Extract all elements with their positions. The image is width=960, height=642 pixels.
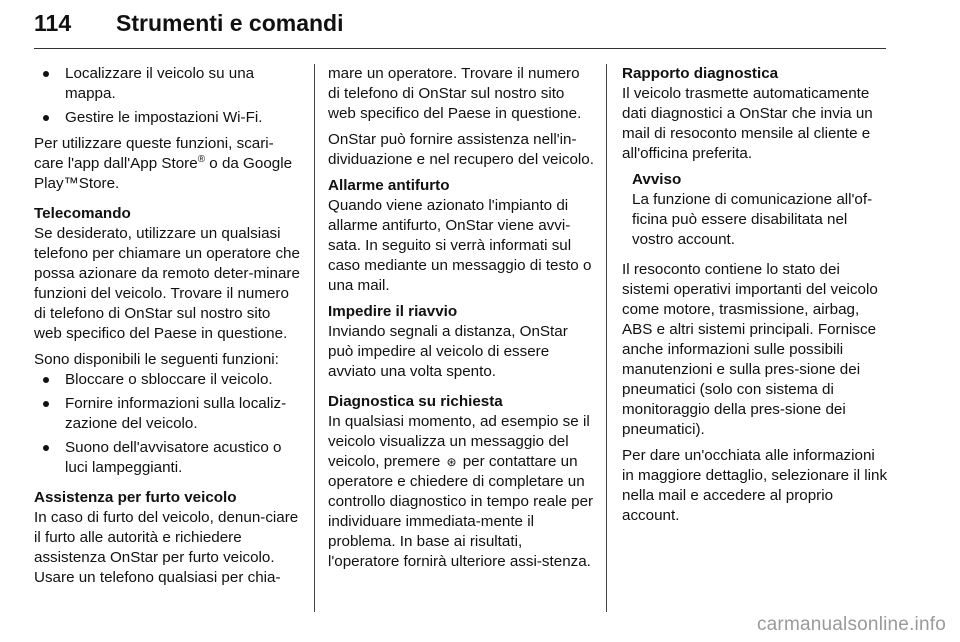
list-item: Bloccare o sbloccare il veicolo. <box>34 370 302 390</box>
section-heading-rapporto: Rapporto diagnostica <box>622 65 779 82</box>
column-divider-1 <box>314 64 315 612</box>
note-title: Avviso <box>632 171 682 188</box>
functions-list <box>34 370 302 478</box>
section-heading-diagnostica: Diagnostica su richiesta <box>328 393 503 410</box>
furto-paragraph-cont: mare un operatore. Trovare il numero di telefono di OnStar sul nostro sito web specifico del Paese in questione. <box>328 65 582 122</box>
column-1 <box>34 64 302 594</box>
onstar-button-icon: ⊛ <box>446 455 457 469</box>
note-text: La funzione di comunicazione all'of-ficina può essere disabilitata nel vostro account. <box>632 191 873 248</box>
page-header <box>34 4 886 48</box>
column-3 <box>622 64 888 532</box>
section-heading-allarme: Allarme antifurto <box>328 177 450 194</box>
diag-paragraph: In qualsiasi momento, ad esempio se il veicolo visualizza un messaggio del veicolo, premere ⊛ per contattare un operatore e chiedere di completare un controllo diagnostico in tempo reale per individuare immediata-mente il problema. In base ai risultati, l'operatore fornirà ulteriore assi-stenza. <box>328 413 594 570</box>
furto-paragraph: In caso di furto del veicolo, denun-ciare il furto alle autorità e richiedere assistenza OnStar per furto veicolo. Usare un telefono qualsiasi per chia- <box>34 509 299 586</box>
column-divider-2 <box>606 64 607 612</box>
section-heading-furto: Assistenza per furto veicolo <box>34 489 237 506</box>
app-paragraph: Per utilizzare queste funzioni, scari-care l'app dall'App Store® o da Google Play™Store. <box>34 135 293 192</box>
list-item: Fornire informazioni sulla localiz-zazione del veicolo. <box>34 394 302 434</box>
recovery-paragraph: OnStar può fornire assistenza nell'in-dividuazione e nel recupero del veicolo. <box>328 131 594 168</box>
list-item: Localizzare il veicolo su una mappa. <box>34 64 302 104</box>
alarm-paragraph: Quando viene azionato l'impianto di allarme antifurto, OnStar viene avvi-sata. In seguito si verrà informati sul caso mediante un messaggio di testo o una mail. <box>328 197 592 294</box>
report-paragraph: Il veicolo trasmette automaticamente dati diagnostici a OnStar che invia un mail di resoconto mensile al cliente e all'officina preferita. <box>622 85 873 162</box>
telecomando-paragraph: Se desiderato, utilizzare un qualsiasi telefono per chiamare un operatore che possa azionare da remoto deter-minare funzioni del veicolo. Trovare il numero di telefono di OnStar sul nostro sito web specifico del Paese in questione. <box>34 225 300 342</box>
column-2 <box>328 64 594 578</box>
page-number: 114 <box>34 10 72 36</box>
list-item: Suono dell'avvisatore acustico o luci lampeggianti. <box>34 438 302 478</box>
watermark: carmanualsonline.info <box>756 614 946 635</box>
header-rule <box>34 48 886 49</box>
section-heading-telecomando: Telecomando <box>34 205 131 222</box>
list-item: Gestire le impostazioni Wi-Fi. <box>34 108 302 128</box>
page-title: Strumenti e comandi <box>116 10 344 36</box>
feature-list-top <box>34 64 302 128</box>
details-paragraph: Per dare un'occhiata alle informazioni in maggiore dettaglio, selezionare il link nella mail e accedere al proprio account. <box>622 447 888 524</box>
content-paragraph: Il resoconto contiene lo stato dei sistemi operativi importanti del veicolo come motore, trasmissione, airbag, ABS e altri sistemi principali. Fornisce anche informazioni sulle possibili manutenzioni e sulla pres-sione dei pneumatici (solo con sistema di monitoraggio della pres-sione dei pneumatici). <box>622 261 878 438</box>
section-heading-riavvio: Impedire il riavvio <box>328 303 458 320</box>
note-box <box>622 170 888 250</box>
registered-mark: ® <box>197 153 206 165</box>
restart-paragraph: Inviando segnali a distanza, OnStar può impedire al veicolo di essere avviato una volta spento. <box>328 323 568 380</box>
functions-intro: Sono disponibili le seguenti funzioni: <box>34 351 279 368</box>
